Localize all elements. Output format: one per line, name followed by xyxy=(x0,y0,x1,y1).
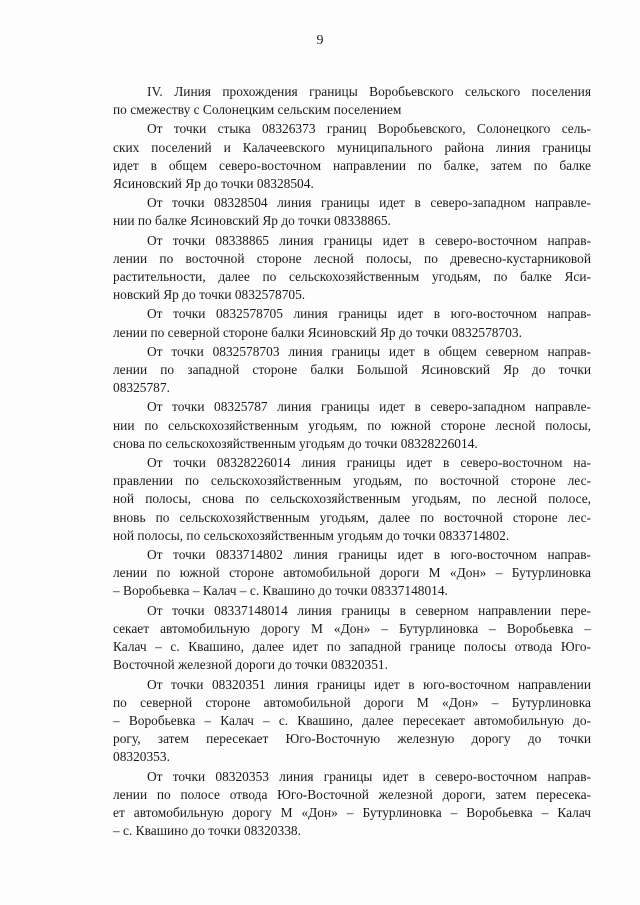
text-line: От точки 08320353 линия границы идет в северо-восточном направ- xyxy=(147,768,591,784)
text-line: От точки 08325787 линия границы идет в северо-западном направле- xyxy=(147,399,591,415)
paragraph-11 xyxy=(113,676,591,767)
text-line: От точки 0832578705 линия границы идет в юго-восточном направ- xyxy=(147,306,591,322)
text-line: IV. Линия прохождения границы Воробьевского сельского поселения xyxy=(147,84,591,99)
text-line: 08320353. xyxy=(113,749,170,765)
paragraph-1 xyxy=(113,83,591,119)
text-line: ет автомобильную дорогу М «Дон» – Бутурлиновка – Воробьевка – Калач xyxy=(113,804,591,820)
text-line: От точки 08320351 линия границы идет в юго-восточном направлении xyxy=(147,676,591,692)
text-line: правлении по сельскохозяйственным угодьям, по восточной стороне лес- xyxy=(113,473,591,489)
text-line: нии по балке Ясиновский Яр до точки 08338865. xyxy=(113,213,391,229)
paragraph-3 xyxy=(113,194,591,230)
text-line: растительности, далее по сельскохозяйственным угодьям, по балке Яси- xyxy=(113,269,591,285)
text-line: лении по западной стороне балки Большой Ясиновский Яр до точки xyxy=(113,362,591,378)
text-line: От точки 0832578703 линия границы идет в общем северном направ- xyxy=(147,343,591,359)
paragraph-6 xyxy=(113,343,591,398)
text-line: секает автомобильную дорогу М «Дон» – Бутурлиновка – Воробьевка – xyxy=(113,620,591,636)
text-line: Восточной железной дороги до точки 08320351. xyxy=(113,657,388,673)
paragraph-5 xyxy=(113,305,591,341)
paragraph-7 xyxy=(113,398,591,453)
text-line: нии по сельскохозяйственным угодьям, по южной стороне лесной полосы, xyxy=(113,417,591,433)
text-line: От точки 08328226014 линия границы идет в северо-восточном на- xyxy=(147,455,591,471)
text-line: по северной стороне автомобильной дороги М «Дон» – Бутурлиновка xyxy=(113,694,591,710)
text-line: 08325787. xyxy=(113,380,170,396)
page-number: 9 xyxy=(316,33,324,48)
text-line: ских поселений и Калачеевского муниципального района линия границы xyxy=(113,139,591,155)
text-line: рогу, затем пересекает Юго-Восточную железную дорогу до точки xyxy=(113,731,591,747)
text-line: вновь по сельскохозяйственным угодьям, далее по восточной стороне лес- xyxy=(113,509,591,525)
text-line: ной полосы, снова по сельскохозяйственным угодьям, по лесной полосе, xyxy=(113,491,591,507)
text-line: лении по южной стороне автомобильной дороги М «Дон» – Бутурлиновка xyxy=(113,565,591,581)
text-line: лении по полосе отвода Юго-Восточной железной дороги, затем пересека- xyxy=(113,786,591,802)
text-line: От точки 0833714802 линия границы идет в юго-восточном направ- xyxy=(147,547,591,563)
paragraph-2 xyxy=(113,120,591,193)
text-line: От точки стыка 08326373 границ Воробьевского, Солонецкого сель- xyxy=(147,121,591,137)
text-line: по смежеству с Солонецким сельским поселением xyxy=(113,102,402,118)
paragraph-4 xyxy=(113,232,591,305)
paragraph-9 xyxy=(113,546,591,601)
text-line: – с. Квашино до точки 08320338. xyxy=(113,823,301,839)
paragraph-12 xyxy=(113,768,591,841)
text-line: новский Яр до точки 0832578705. xyxy=(113,287,306,303)
text-line: От точки 08338865 линия границы идет в северо-восточном направ- xyxy=(147,232,591,248)
text-line: снова по сельскохозяйственным угодьям до точки 08328226014. xyxy=(113,435,478,451)
paragraph-8 xyxy=(113,454,591,545)
text-line: – Воробьевка – Калач – с. Квашино, далее пересекает автомобильную до- xyxy=(113,712,591,728)
text-line: Калач – с. Квашино, далее идет по западной границе полосы отвода Юго- xyxy=(113,639,591,655)
text-line: идет в общем северо-восточном направлении по балке, затем по балке xyxy=(113,157,591,173)
text-line: От точки 08328504 линия границы идет в северо-западном направле- xyxy=(147,195,591,211)
text-line: – Воробьевка – Калач – с. Квашино до точки 08337148014. xyxy=(113,583,448,599)
text-line: лении по восточной стороне лесной полосы, по древесно-кустарниковой xyxy=(113,250,591,266)
text-line: ной полосы, по сельскохозяйственным угодьям до точки 0833714802. xyxy=(113,527,510,543)
text-line: Ясиновский Яр до точки 08328504. xyxy=(113,176,314,192)
text-line: лении по северной стороне балки Ясиновский Яр до точки 0832578703. xyxy=(113,324,522,340)
text-line: От точки 08337148014 линия границы в северном направлении пере- xyxy=(147,602,591,618)
paragraph-10 xyxy=(113,602,591,675)
document-body xyxy=(113,83,591,840)
